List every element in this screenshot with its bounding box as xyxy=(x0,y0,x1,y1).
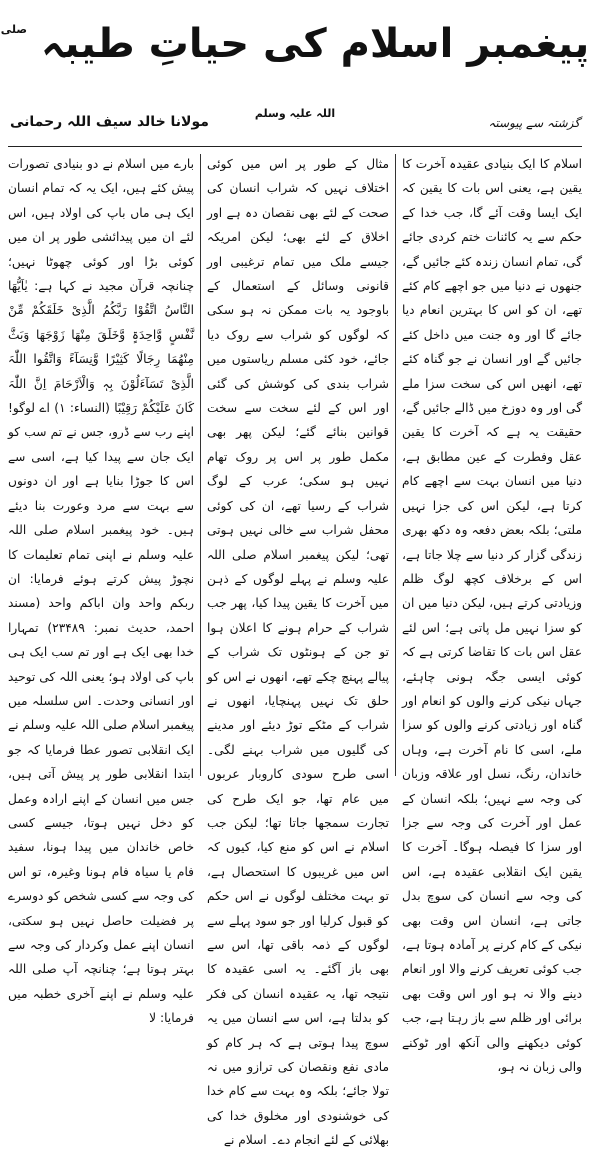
article-title xyxy=(0,2,590,170)
title-text: پیغمبر اسلام کی حیاتِ طیبہ xyxy=(40,21,590,67)
column-left-text: بارے میں اسلام نے دو بنیادی تصورات پیش کئے ہیں، ایک یہ کہ تمام انسان ایک ہی ماں باپ کی اولاد ہیں، اس لئے ان میں پیدائشی طور پر ان میں کوئی بڑا اور کوئی چھوٹا نہیں؛ چنانچہ قرآن مجید نے کہا ہے: یٰاَیُّھَا النَّاسُ اتَّقُوْا رَبَّکُمُ الَّذِیْ خَلَقَکُمْ مِّنْ نَّفْسٍ وَّاحِدَۃٍ وَّخَلَقَ مِنْھَا زَوْجَھَا وَبَثَّ مِنْھُمَا رِجَالًا کَثِیْرًا وَّنِسَآءً وَاتَّقُوا اللّٰہَ الَّذِیْ تَسَآءَلُوْنَ بِہٖ وَالْاَرْحَامَ اِنَّ اللّٰہَ کَانَ عَلَیْکُمْ رَقِیْبًا (النساء: ۱) اے لوگو! اپنے رب سے ڈرو، جس نے تم سب کو ایک جان سے پیدا کیا ہے، اسی سے اس کا جوڑا بنایا ہے اور ان دونوں سے بہت سے مرد وعورت بنا دیئے ہیں۔ خود پیغمبر اسلام صلی اللہ علیہ وسلم نے اپنی تمام تعلیمات کا نچوڑ پیش کرتے ہوئے فرمایا: ان ربکم واحد وان اباکم واحد (مسند احمد، حدیث نمبر: ۲۳۴۸۹) تمہارا خدا بھی ایک ہے اور تم سب ایک ہی باپ کی اولاد ہو؛ یعنی اللہ کی توحید اور انسانی وحدت۔ اس سلسلہ میں پیغمبر اسلام صلی اللہ علیہ وسلم نے ایک انقلابی تصور عطا فرمایا کہ جو ابتدا انقلابی طور پر پیش آتی ہیں، جس میں انسان کے اپنے ارادہ وعمل کو دخل نہیں ہوتا، جیسے کسی خاص خاندان میں پیدا ہونا، سفید فام یا سیاہ فام ہونا وغیرہ، تو اس کی وجہ سے کسی شخص کو دوسرے پر فضیلت حاصل نہیں ہو سکتی، انسان اپنے عمل وکردار کی وجہ سے بہتر ہوتا ہے؛ چنانچہ آپ صلی اللہ علیہ وسلم نے اپنے آخری خطبہ میں فرمایا: لا xyxy=(8,157,194,1026)
author-byline: مولانا خالد سیف اللہ رحمانی xyxy=(10,114,209,130)
column-left xyxy=(8,152,194,1026)
article-columns xyxy=(8,152,582,1148)
column-middle-text: مثال کے طور پر اس میں کوئی اختلاف نہیں کہ شراب انسان کی صحت کے لئے بھی نقصان دہ ہے اور اخلاق کے لئے بھی؛ لیکن امریکہ جیسے ملک میں تمام ترغیبی اور قانونی وسائل کے استعمال کے باوجود یہ بات ممکن نہ ہو سکی کہ لوگوں کو شراب سے روک دیا جائے، خود کئی مسلم ریاستوں میں شراب بندی کی کوشش کی گئی اور اس کے لئے سخت سے سخت قوانین بنائے گئے؛ لیکن پھر بھی مکمل طور پر اس پر روک تھام نہیں ہو سکی؛ عرب کے لوگ شراب کے رسیا تھے، ان کی کوئی محفل شراب سے خالی نہیں ہوتی تھی؛ لیکن پیغمبر اسلام صلی اللہ علیہ وسلم نے پہلے لوگوں کے ذہن میں آخرت کا یقین پیدا کیا، پھر جب شراب کے حرام ہونے کا اعلان ہوا تو جن کے ہونٹوں تک شراب کے پیالے پہنچ چکے تھے، انھوں نے اس کو حلق تک نہیں پہنچایا، انھوں نے شراب کے مٹکے توڑ دیئے اور مدینے کی گلیوں میں شراب بہنے لگی۔ اسی طرح سودی کاروبار عربوں میں عام تھا، جو ایک طرح کی تجارت سمجھا جاتا تھا؛ لیکن جب اسلام نے اس کو منع کیا، کیوں کہ اس میں غریبوں کا استحصال ہے، تو بہت مختلف لوگوں نے اس حکم کو قبول کرلیا اور جو سود پہلے سے لوگوں کے ذمہ باقی تھا، اس سے بھی باز آگئے۔ یہ اسی عقیدہ کا نتیجہ تھا، یہ عقیدہ انسان کی فکر کو بدلتا ہے، اس سے انسان میں یہ سوچ پیدا ہوتی ہے کہ ہر کام کو مادی نفع ونقصان کی ترازو میں نہ تولا جائے؛ بلکہ وہ بہت سے کام خدا کی خوشنودی اور مخلوق خدا کی بھلائی کے لئے انجام دے۔ اسلام نے xyxy=(207,157,389,1148)
column-divider xyxy=(200,154,201,776)
continued-label: گزشتہ سے پیوستہ xyxy=(488,116,580,130)
column-middle xyxy=(207,152,389,1148)
header-divider xyxy=(8,146,582,147)
honorific-calligraphy: صلی اللہ علیہ وسلم xyxy=(0,23,336,120)
column-right xyxy=(402,152,582,1075)
article-meta xyxy=(10,116,580,140)
column-right-text: اسلام کا ایک بنیادی عقیدہ آخرت کا یقین ہے، یعنی اس بات کا یقین کہ ایک ایسا وقت آئے گا، جب خدا کے حکم سے یہ کائنات ختم کردی جائے گی، تمام انسان زندہ کئے جائیں گے، جنھوں نے دنیا میں جو اچھے کام کئے تھے، ان کو اس کا بہترین انعام دیا جائے گا اور وہ جنت میں داخل کئے جائیں گے اور انسان نے جو گناہ کئے تھے، انھیں اس کی سخت سزا ملے گی اور وہ دوزخ میں ڈالے جائیں گے، حقیقت یہ ہے کہ آخرت کا یقین عقل وفطرت کے عین مطابق ہے، دنیا میں انسان بہت سے اچھے کام کرتا ہے، لیکن اس کی جزا نہیں ملتی؛ بلکہ بعض دفعہ وہ دکھ بھری زندگی گزار کر دنیا سے چلا جاتا ہے، اس کے برخلاف کچھ لوگ ظلم وزیادتی کرتے ہیں، لیکن دنیا میں ان کو سزا نہیں مل پاتی ہے؛ اس لئے عقل اس بات کا تقاضا کرتی ہے کہ کوئی ایسی جگہ ہونی چاہئے، جہاں نیکی کرنے والوں کو انعام اور گناہ اور زیادتی کرنے والوں کو سزا ملے، اسی کا نام آخرت ہے، وہاں خاندان، رنگ، نسل اور علاقہ وزبان کی وجہ سے نہیں؛ بلکہ انسان کے عمل اور آخرت کی وجہ سے جزا اور سزا کا فیصلہ ہوگا۔ آخرت کا یقین ایک انقلابی عقیدہ ہے، اس کی وجہ سے انسان کی سوچ بدل جاتی ہے، انسان اس وقت بھی نیکی کے کام کرنے پر آمادہ ہوتا ہے، جب کوئی تعریف کرنے والا اور انعام دینے والا نہ ہو اور اس وقت بھی برائی اور ظلم سے باز رہتا ہے، جب کوئی دیکھنے والی آنکھ اور ٹوکنے والی زبان نہ ہو، xyxy=(402,157,582,1075)
column-divider xyxy=(395,154,396,776)
